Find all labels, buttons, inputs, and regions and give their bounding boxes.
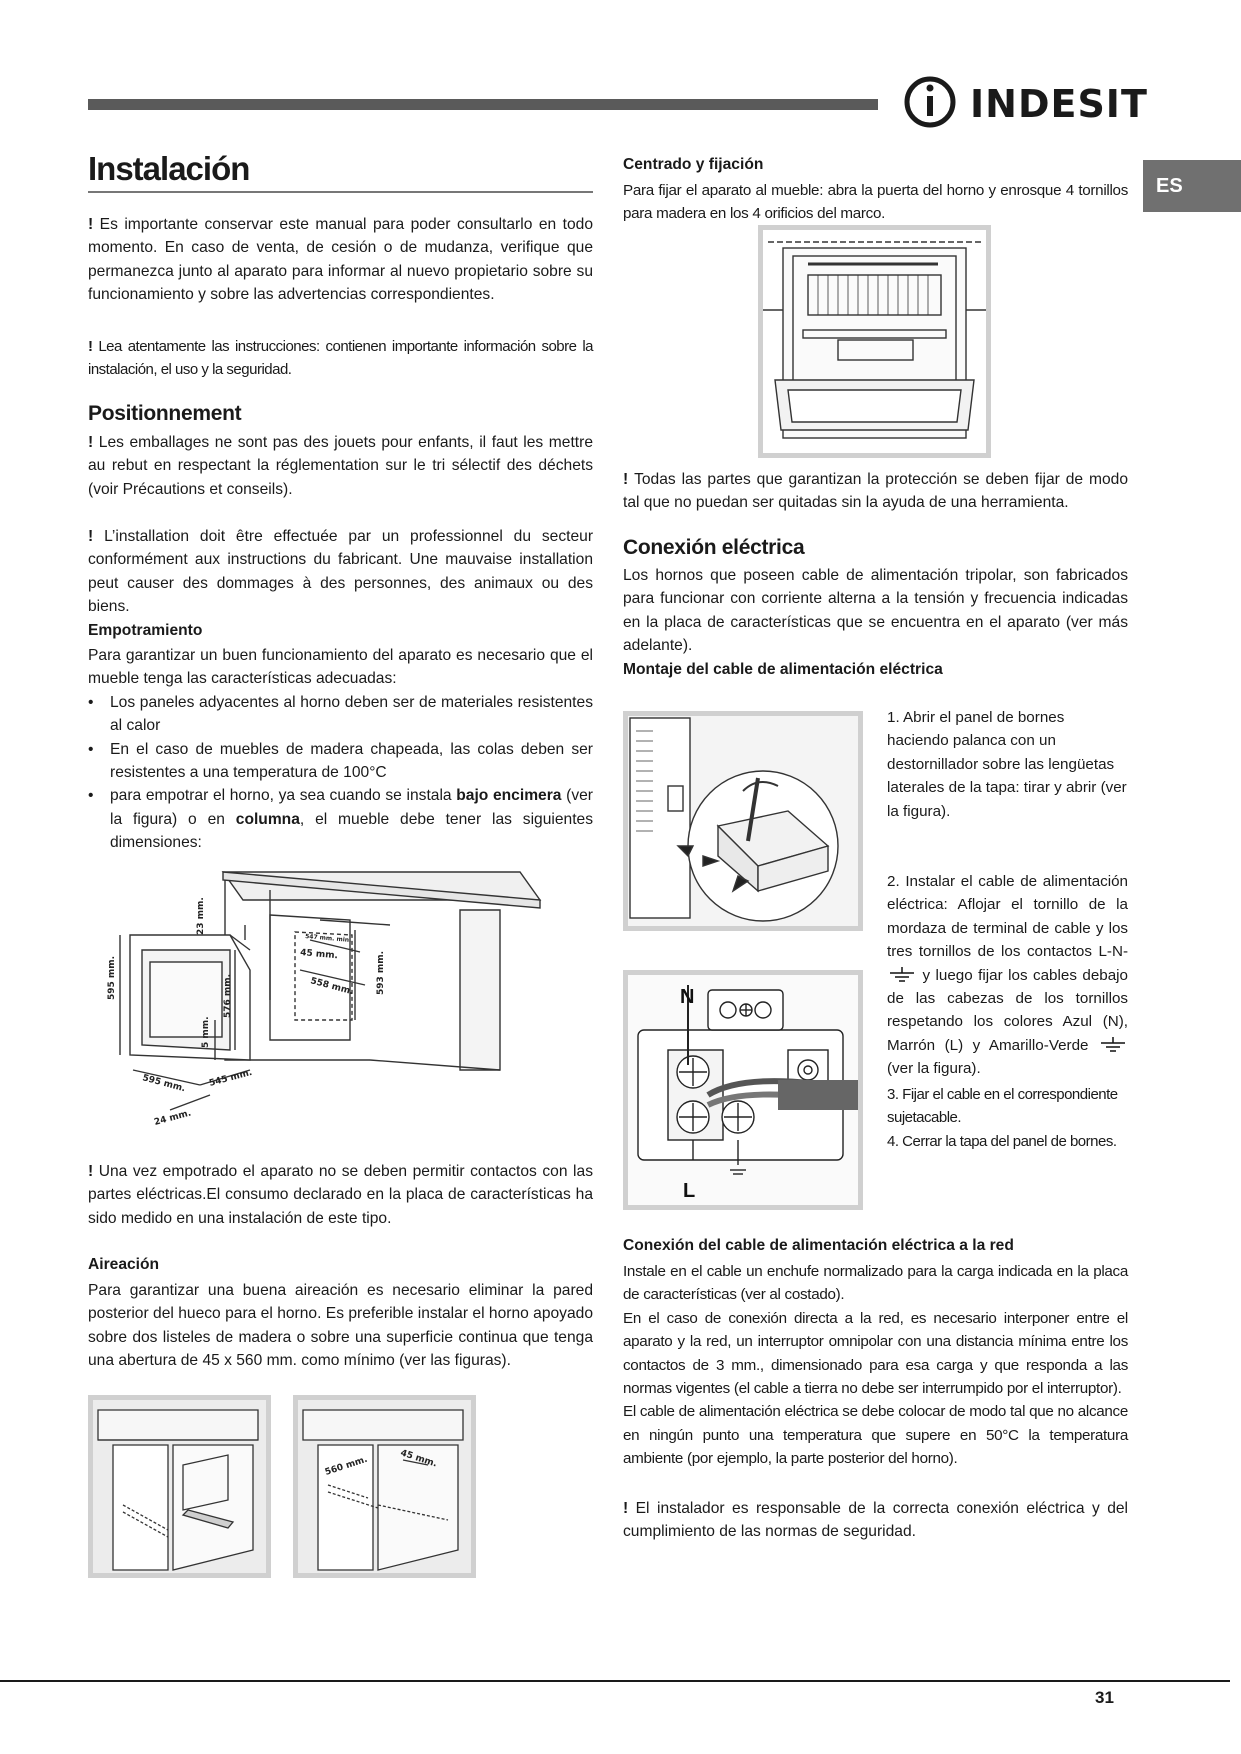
list-item: • En el caso de muebles de madera chapeada, las colas deben ser resistentes a una temperatura de 100°C bbox=[88, 738, 593, 785]
conexion-heading: Conexión eléctrica bbox=[623, 536, 805, 559]
montaje-step-4: 4. Cerrar la tapa del panel de bornes. bbox=[887, 1133, 1117, 1150]
terminal-box-open-figure bbox=[623, 711, 863, 931]
empotramiento-text: Para garantizar un buen funcionamiento del aparato es necesario que el mueble tenga las características adecuadas: • Los paneles adyacentes al horno deben ser de materiales resistentes al calor • En el caso de muebles de madera chapeada, las colas deben ser resistentes a una temperatura de 100°C • para empotrar el horno, ya sea cuando se instala bajo encimera (ver la figura) o en columna, el mueble debe tener las siguientes dimensiones: bbox=[88, 644, 593, 855]
installer-note: ! El instalador es responsable de la correcta conexión eléctrica y del cumplimiento de las normas de seguridad. bbox=[623, 1500, 1128, 1541]
list-item: • Los paneles adyacentes al horno deben ser de materiales resistentes al calor bbox=[88, 691, 593, 738]
oven-front-figure bbox=[758, 225, 991, 458]
protection-note: ! Todas las partes que garantizan la protección se deben fijar de modo tal que no puedan ser quitadas sin la ayuda de una herramienta. bbox=[623, 471, 1128, 512]
montaje-heading: Montaje del cable de alimentación eléctrica bbox=[623, 661, 943, 678]
dim-24: 24 mm. bbox=[153, 1108, 193, 1128]
wiring-diagram-figure bbox=[623, 970, 863, 1210]
page-number: 31 bbox=[1095, 1688, 1114, 1707]
dim-45: 45 mm. bbox=[299, 948, 339, 962]
montaje-step-2: 2. Instalar el cable de alimentación eléctrica: Aflojar el tornillo de la mordaza de terminal de cable y los tres tornillos de los contactos L-N- y luego fijar los cables debajo de las cabezas de los tornillos respetando los colores Azul (N), Marrón (L) y Amarillo-Verde (ver la figura). bbox=[887, 873, 1128, 1078]
dim-560: 560 mm. bbox=[323, 1454, 369, 1478]
intro-text-2: ! Lea atentamente las instrucciones: contienen importante información sobre la instalación, el uso y la seguridad. bbox=[88, 338, 594, 379]
ventilation-figure-1 bbox=[88, 1395, 271, 1578]
dim-595-width: 595 mm. bbox=[141, 1073, 187, 1095]
empotramiento-heading: Empotramiento bbox=[88, 622, 203, 639]
positioning-text-2: ! L’installation doit être effectuée par un professionnel du secteur conformément aux instructions du fabricant. Une mauvaise installation peut causer des dommages à des personnes, des animaux ou des biens. bbox=[88, 528, 594, 616]
built-in-dimensions-diagram bbox=[100, 850, 580, 1150]
header-bar bbox=[88, 99, 878, 110]
ground-icon bbox=[887, 967, 917, 983]
dim-593: 593 mm. bbox=[376, 950, 386, 995]
dim-547: 547 mm. min. bbox=[304, 933, 352, 945]
aireacion-text: Para garantizar una buena aireación es necesario eliminar la pared posterior del hueco para el horno. Es preferible instalar el horno apoyado sobre dos listeles de madera o sobre una superficie continua que tenga una abertura de 45 x 560 mm. como mínimo (ver las figuras). bbox=[88, 1282, 593, 1370]
centrado-heading: Centrado y fijación bbox=[623, 156, 764, 173]
dim-576: 576 mm. bbox=[223, 973, 233, 1018]
title-underline bbox=[88, 191, 593, 193]
ground-icon bbox=[1098, 1037, 1128, 1053]
montaje-step-3: 3. Fijar el cable en el correspondiente sujetacable. bbox=[887, 1086, 1118, 1127]
intro-text-1: ! Es importante conservar este manual para poder consultarlo en todo momento. En caso de venta, de cesión o de mudanza, verifique que permanezca junto al aparato para informar al nuevo propietario sobre su funcionamiento y sobre las advertencias correspondientes. bbox=[88, 216, 594, 304]
centrado-text: Para fijar el aparato al mueble: abra la puerta del horno y enrosque 4 tornillos para madera en los 4 orificios del marco. bbox=[623, 182, 1128, 223]
aireacion-heading: Aireación bbox=[88, 1256, 160, 1273]
positioning-text-1: ! Les emballages ne sont pas des jouets pour enfants, il faut les mettre au rebut en respectant la réglementation sur le tri sélectif des déchets (voir Précautions et conseils). bbox=[88, 434, 593, 498]
language-tab: ES bbox=[1143, 160, 1241, 212]
list-item: • para empotrar el horno, ya sea cuando se instala bajo encimera (ver la figura) o en columna, el mueble debe tener las siguientes dimensiones: bbox=[88, 784, 593, 854]
dim-45-vent: 45 mm. bbox=[399, 1448, 439, 1470]
brand-name: INDESIT bbox=[970, 82, 1148, 126]
dim-5: 5 mm. bbox=[201, 1016, 211, 1048]
dim-558: 558 mm. bbox=[309, 976, 355, 998]
dim-23: 23 mm. bbox=[196, 897, 206, 935]
conexion-text: Los hornos que poseen cable de alimentación tripolar, son fabricados para funcionar con corriente alterna a la tensión y frecuencia indicadas en la placa de características que se encuentra en el aparato (ver más adelante). bbox=[623, 567, 1128, 655]
montaje-step-1: 1. Abrir el panel de bornes haciendo palanca con un destornillador sobre las lengüetas laterales de la tapa: tirar y abrir (ver la figura). bbox=[887, 709, 1127, 820]
line-label: L bbox=[683, 1180, 696, 1202]
footer-rule bbox=[0, 1680, 1230, 1682]
dim-595-height: 595 mm. bbox=[107, 955, 117, 1000]
page-title: Instalación bbox=[88, 150, 250, 187]
dim-545: 545 mm. bbox=[208, 1067, 254, 1089]
ventilation-figure-2 bbox=[293, 1395, 476, 1578]
neutral-label: N bbox=[680, 986, 695, 1008]
positioning-heading: Positionnement bbox=[88, 402, 242, 425]
conexion-red-text: Instale en el cable un enchufe normalizado para la carga indicada en la placa de características (ver al costado). En el caso de conexión directa a la red, es necesario interponer entre el aparato y la red, un interruptor omnipolar con una distancia mínima entre los contactos de 3 mm., dimensionado para esa carga y que responda a las normas vigentes (el cable a tierra no debe ser interrumpido por el interruptor). El cable de alimentación eléctrica se debe colocar de modo tal que no alcance en ningún punto una temperatura que supere en 50°C la temperatura ambiente (por ejemplo, la parte posterior del horno). bbox=[623, 1263, 1128, 1468]
after-diagram-note: ! Una vez empotrado el aparato no se deben permitir contactos con las partes eléctricas.El consumo declarado en la placa de características ha sido medido en una instalación de este tipo. bbox=[88, 1163, 593, 1227]
conexion-red-heading: Conexión del cable de alimentación eléctrica a la red bbox=[623, 1237, 1014, 1254]
